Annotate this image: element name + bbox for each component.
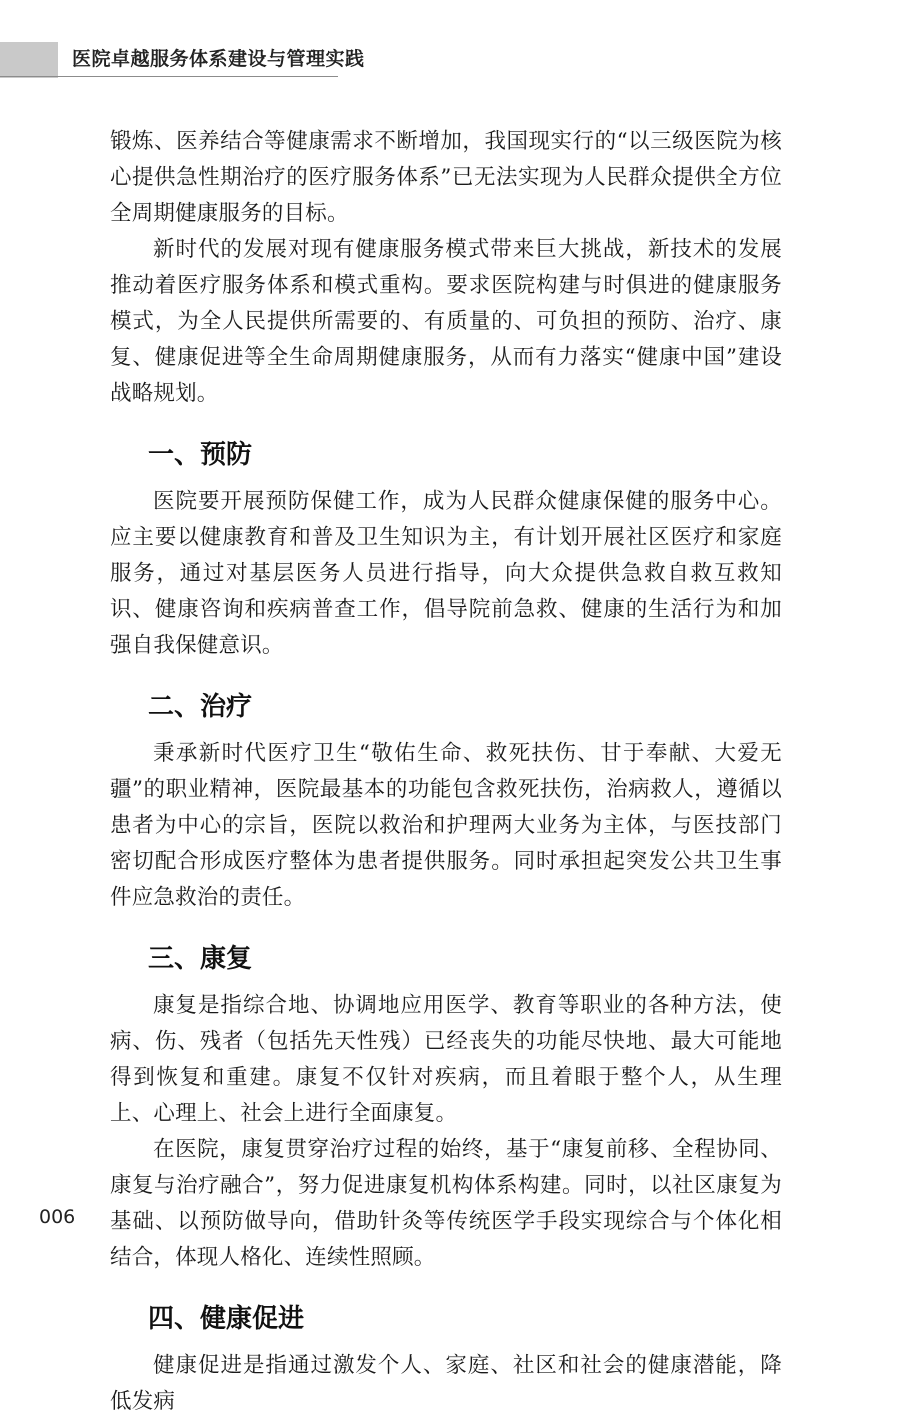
page-body xyxy=(110,124,782,1420)
section-heading: 二、治疗 xyxy=(148,692,253,722)
intro-paragraph-continued: 锻炼、医养结合等健康需求不断增加，我国现实行的“以三级医院为核心提供急性期治疗的医疗服务体系”已无法实现为人民群众提供全方位全周期健康服务的目标。 xyxy=(110,129,782,226)
header-gray-tab xyxy=(0,42,58,78)
intro-paragraph: 新时代的发展对现有健康服务模式带来巨大挑战，新技术的发展推动着医疗服务体系和模式重构。要求医院构建与时俱进的健康服务模式，为全人民提供所需要的、有质量的、可负担的预防、治疗、康复、健康促进等全生命周期健康服务，从而有力落实“健康中国”建设战略规划。 xyxy=(110,237,782,406)
section-paragraph: 医院要开展预防保健工作，成为人民群众健康保健的服务中心。应主要以健康教育和普及卫生知识为主，有计划开展社区医疗和家庭服务，通过对基层医务人员进行指导，向大众提供急救自救互救知识、健康咨询和疾病普查工作，倡导院前急救、健康的生活行为和加强自我保健意识。 xyxy=(110,489,782,658)
section-heading: 三、康复 xyxy=(148,944,253,974)
page-number: 006 xyxy=(39,1206,76,1228)
section-paragraph: 康复是指综合地、协调地应用医学、教育等职业的各种方法，使病、伤、残者（包括先天性残）已经丧失的功能尽快地、最大可能地得到恢复和重建。康复不仅针对疾病，而且着眼于整个人，从生理上、心理上、社会上进行全面康复。 xyxy=(110,993,782,1126)
section-prevention xyxy=(110,434,782,664)
section-rehabilitation xyxy=(110,938,782,1276)
section-heading: 一、预防 xyxy=(148,440,253,470)
section-paragraph: 在医院，康复贯穿治疗过程的始终，基于“康复前移、全程协同、康复与治疗融合”，努力促进康复机构体系构建。同时，以社区康复为基础、以预防做导向，借助针灸等传统医学手段实现综合与个体化相结合，体现人格化、连续性照顾。 xyxy=(110,1137,782,1270)
header-rule-line xyxy=(0,76,338,77)
section-health-promotion xyxy=(110,1298,782,1420)
book-title-header: 医院卓越服务体系建设与管理实践 xyxy=(72,48,365,70)
section-treatment xyxy=(110,686,782,916)
section-paragraph: 秉承新时代医疗卫生“敬佑生命、救死扶伤、甘于奉献、大爱无疆”的职业精神，医院最基本的功能包含救死扶伤，治病救人，遵循以患者为中心的宗旨，医院以救治和护理两大业务为主体，与医技部门密切配合形成医疗整体为患者提供服务。同时承担起突发公共卫生事件应急救治的责任。 xyxy=(110,741,782,910)
section-heading: 四、健康促进 xyxy=(148,1304,305,1334)
section-paragraph: 健康促进是指通过激发个人、家庭、社区和社会的健康潜能，降低发病 xyxy=(110,1353,782,1414)
